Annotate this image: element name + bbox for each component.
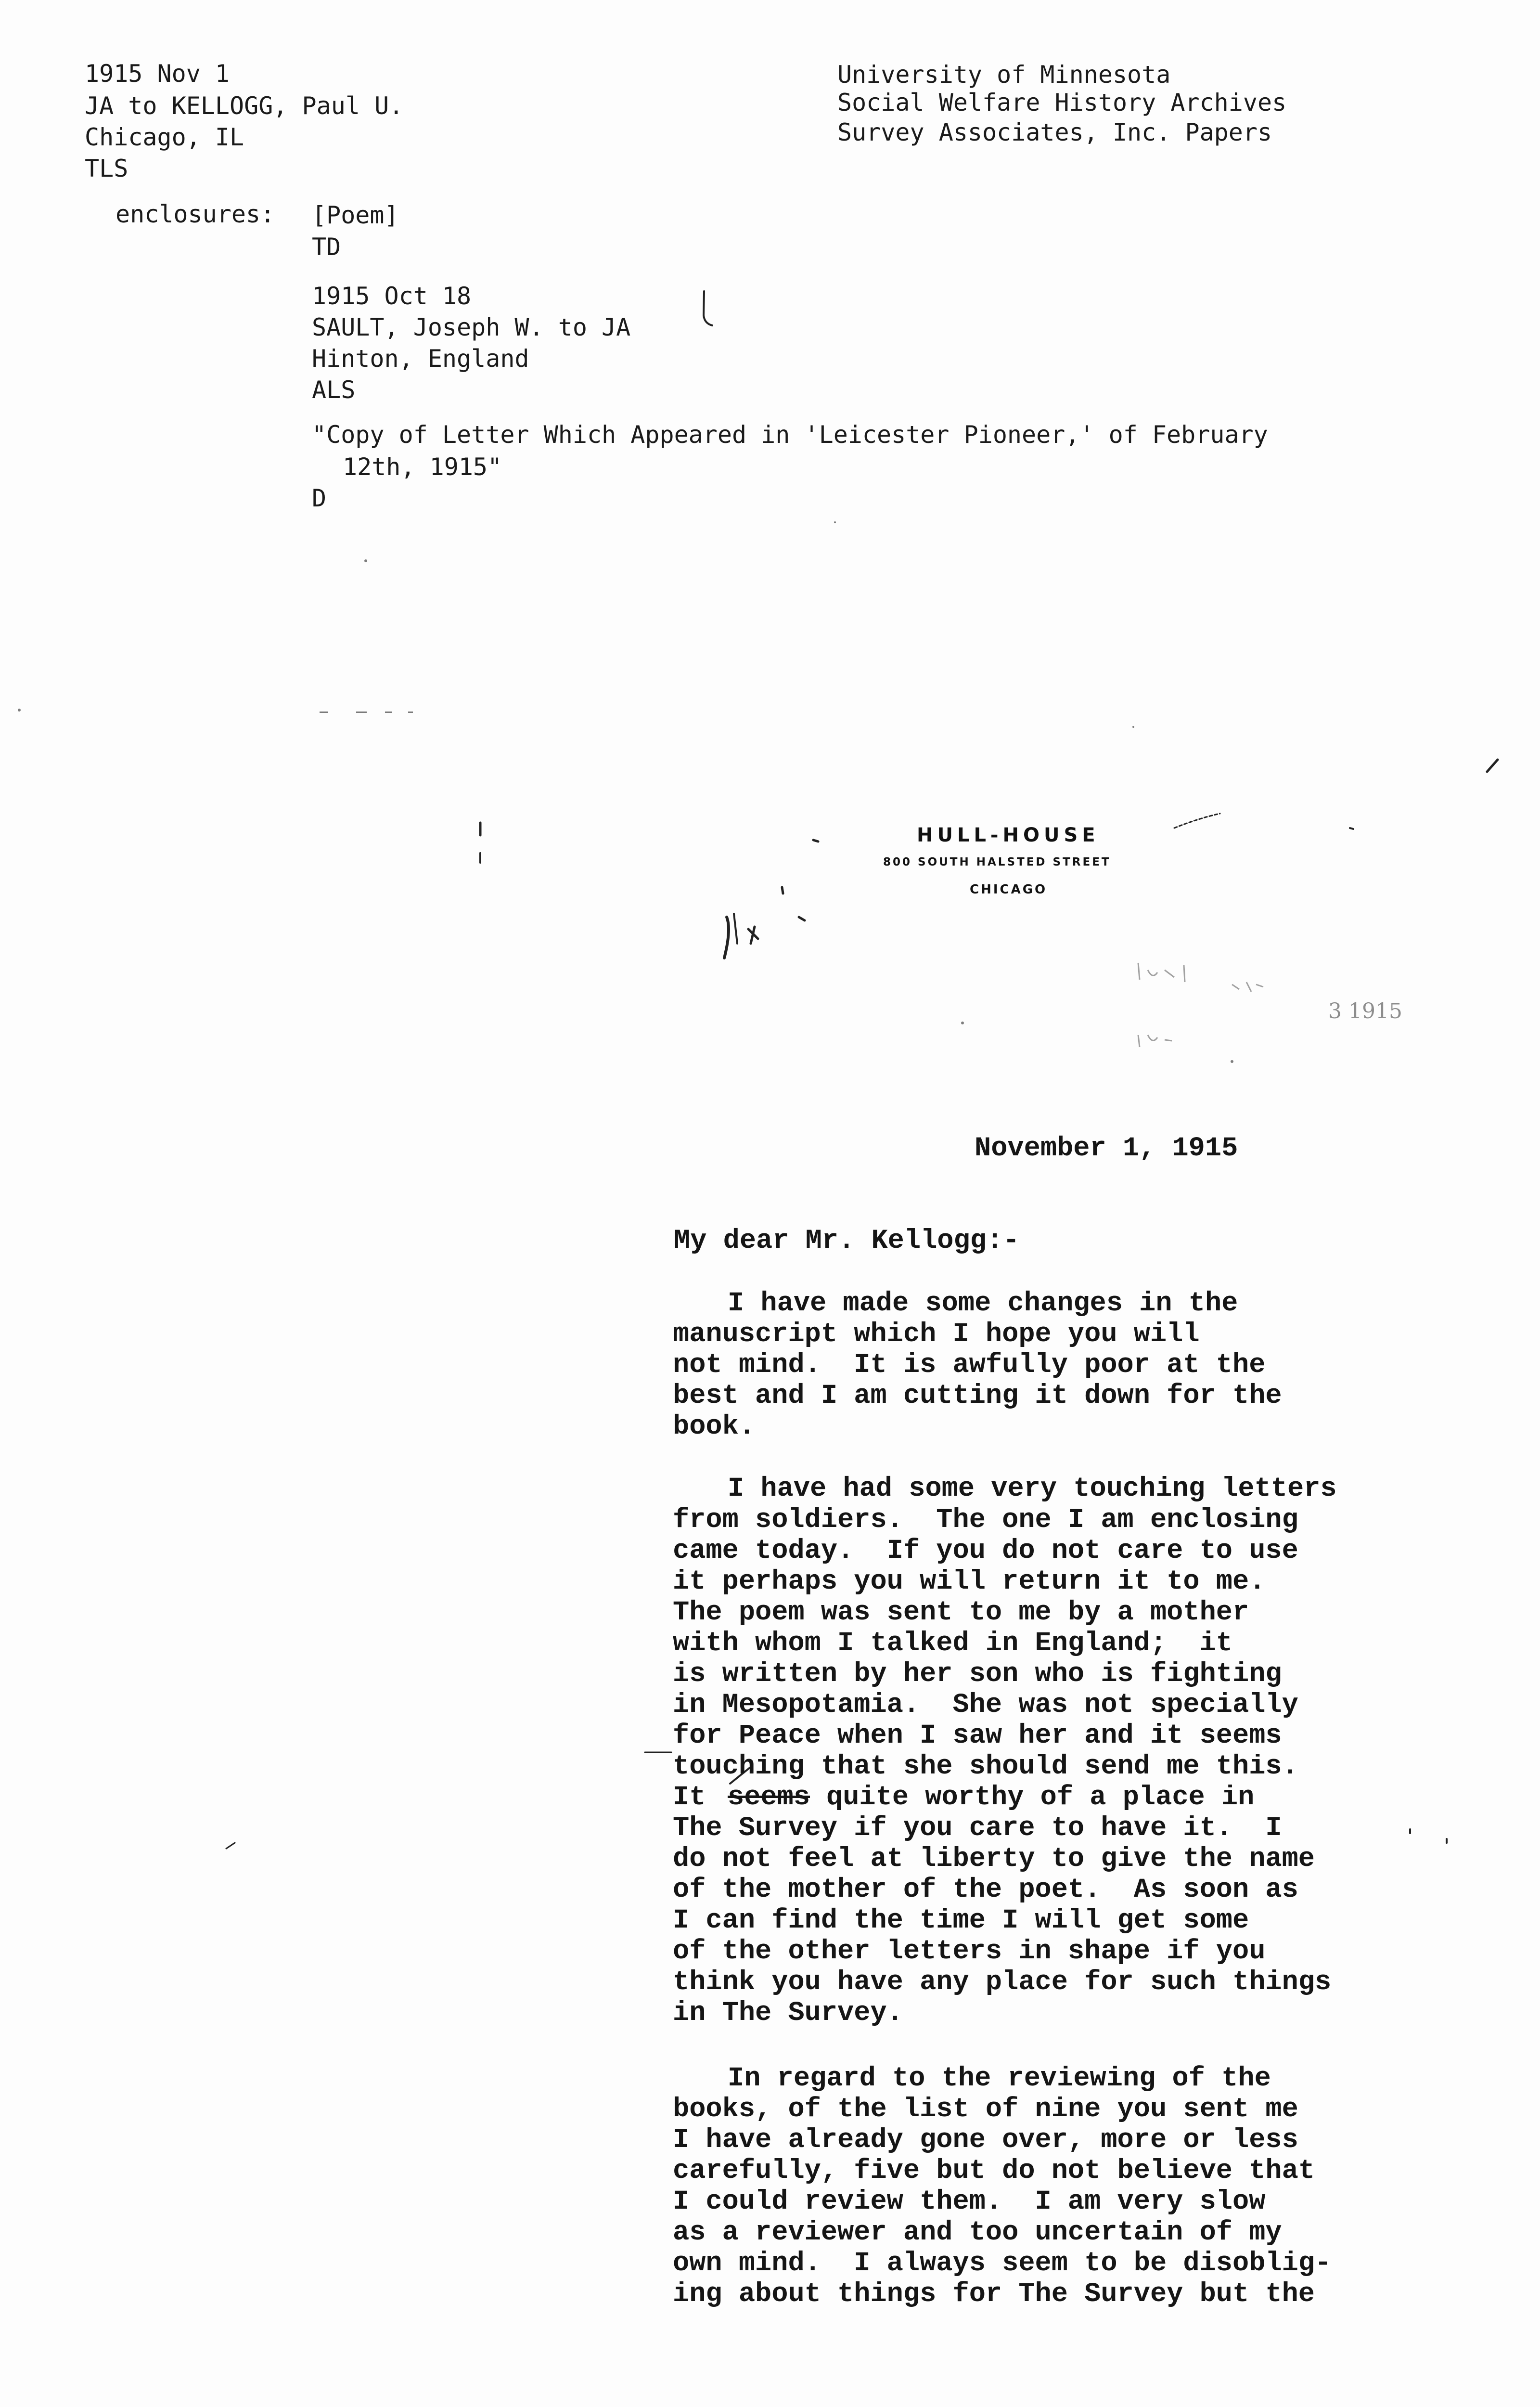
letter-salutation: My dear Mr. Kellogg:-: [674, 1226, 1020, 1256]
stray-mark: [226, 1843, 235, 1849]
archive-collection: Survey Associates, Inc. Papers: [837, 118, 1272, 146]
handwritten-initial-stroke: [734, 914, 737, 944]
paragraph-line: book.: [673, 1411, 756, 1442]
paragraph-line: I could review them. I am very slow: [673, 2187, 1266, 2217]
paragraph-line: is written by her son who is fighting: [673, 1659, 1282, 1690]
paragraph-line: came today. If you do not care to use: [673, 1536, 1298, 1566]
enclosure-1-format: TD: [312, 233, 341, 261]
item-date: 1915 Nov 1: [85, 60, 230, 88]
margin-bracket-mark: [704, 291, 712, 325]
handwritten-initial-stroke: [724, 917, 729, 958]
paragraph-line: I have already gone over, more or less: [673, 2125, 1298, 2156]
paragraph-line: touching that she should send me this.: [673, 1751, 1298, 1782]
paragraph-line: in The Survey.: [673, 1998, 903, 2029]
paragraph-line: manuscript which I hope you will: [673, 1319, 1200, 1350]
paragraph-line: do not feel at liberty to give the name: [673, 1844, 1315, 1875]
stray-mark: [813, 840, 818, 841]
struck-word: seems: [728, 1782, 810, 1813]
paragraph-line: best and I am cutting it down for the: [673, 1381, 1282, 1411]
paragraph-line: think you have any place for such things: [673, 1967, 1332, 1998]
letter-date: November 1, 1915: [975, 1133, 1238, 1164]
paragraph-line: I have made some changes in the: [728, 1288, 1238, 1319]
paragraph-line-end: quite worthy of a place in: [826, 1782, 1255, 1813]
paragraph-line: I have had some very touching letters: [728, 1474, 1337, 1504]
stray-mark: [1174, 814, 1220, 828]
paragraph-line: ing about things for The Survey but the: [673, 2279, 1315, 2310]
handwritten-initial-stroke: [799, 917, 805, 920]
paragraph-line: of the other letters in shape if you: [673, 1936, 1266, 1967]
archive-institution: University of Minnesota: [837, 61, 1171, 89]
item-format: TLS: [85, 155, 128, 182]
paragraph-line: for Peace when I saw her and it seems: [673, 1721, 1282, 1751]
paragraph-line: I can find the time I will get some: [673, 1905, 1249, 1936]
paragraph-line: The Survey if you care to have it. I: [673, 1813, 1282, 1844]
letterhead-name: HULL-HOUSE: [917, 824, 1100, 846]
item-correspondents: JA to KELLOGG, Paul U.: [85, 92, 404, 120]
paragraph-line: In regard to the reviewing of the: [728, 2063, 1271, 2094]
paragraph-line: with whom I talked in England; it: [673, 1628, 1232, 1659]
letterhead-street: 800 SOUTH HALSTED STREET: [883, 856, 1111, 868]
archive-name: Social Welfare History Archives: [837, 89, 1287, 116]
paragraph-line: books, of the list of nine you sent me: [673, 2094, 1298, 2125]
paragraph-line: as a reviewer and too uncertain of my: [673, 2217, 1282, 2248]
paragraph-line: The poem was sent to me by a mother: [673, 1597, 1249, 1628]
enclosure-3-format: D: [312, 484, 327, 512]
letterhead-city: CHICAGO: [970, 882, 1048, 897]
enclosure-2-correspondents: SAULT, Joseph W. to JA: [312, 313, 631, 341]
handwritten-initial-stroke: [782, 887, 783, 893]
handwritten-initial-stroke: [748, 927, 758, 944]
item-place: Chicago, IL: [85, 123, 244, 151]
paragraph-line: carefully, five but do not believe that: [673, 2156, 1315, 2187]
stray-mark: [1350, 828, 1353, 829]
paragraph-line: in Mesopotamia. She was not specially: [673, 1690, 1298, 1721]
paragraph-line: it perhaps you will return it to me.: [673, 1566, 1266, 1597]
paragraph-line: from soldiers. The one I am enclosing: [673, 1505, 1298, 1536]
paragraph-line: not mind. It is awfully poor at the: [673, 1350, 1266, 1381]
enclosure-3-title-cont: 12th, 1915": [343, 453, 502, 481]
paragraph-line-start: It: [673, 1782, 706, 1813]
enclosure-1-title: [Poem]: [312, 201, 399, 229]
enclosures-label: enclosures:: [116, 200, 275, 228]
corner-tick-mark: [1487, 760, 1498, 772]
enclosure-2-format: ALS: [312, 376, 356, 404]
enclosure-3-title: "Copy of Letter Which Appeared in 'Leicester Pioneer,' of February: [312, 421, 1268, 449]
paragraph-line: of the mother of the poet. As soon as: [673, 1875, 1298, 1905]
received-stamp: 3 1915: [1328, 999, 1402, 1023]
paragraph-line: own mind. I always seem to be disoblig-: [673, 2248, 1332, 2279]
enclosure-2-date: 1915 Oct 18: [312, 282, 472, 310]
enclosure-2-place: Hinton, England: [312, 345, 529, 373]
